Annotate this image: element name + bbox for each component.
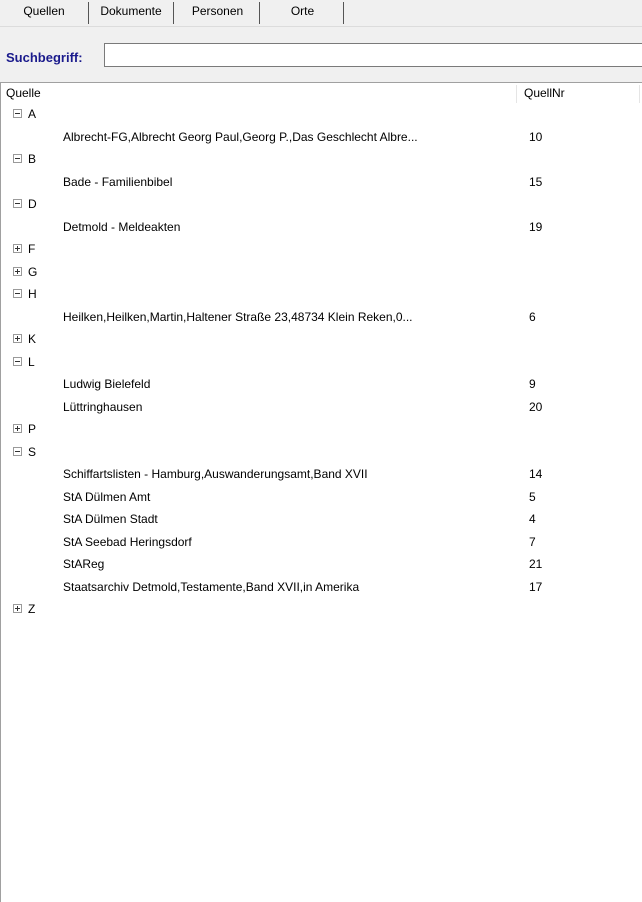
expand-icon[interactable] [13, 604, 22, 613]
source-row[interactable] [1, 171, 642, 194]
collapse-icon[interactable] [13, 357, 22, 366]
search-row [0, 26, 642, 81]
tab-quellen[interactable]: Quellen [4, 2, 84, 24]
column-divider[interactable] [639, 85, 640, 103]
group-letter: A [28, 107, 37, 121]
expand-icon[interactable] [13, 267, 22, 276]
column-header-quellnr[interactable]: QuellNr [524, 86, 565, 100]
source-number: 17 [529, 579, 543, 594]
tree-group-b[interactable] [1, 148, 642, 171]
source-row[interactable] [1, 216, 642, 239]
source-row[interactable] [1, 306, 642, 329]
group-letter: P [28, 422, 37, 436]
source-row[interactable] [1, 396, 642, 419]
source-name: Albrecht-FG,Albrecht Georg Paul,Georg P.,Das Geschlecht Albre... [63, 129, 418, 144]
group-letter: F [28, 242, 36, 256]
source-row[interactable] [1, 126, 642, 149]
source-number: 9 [529, 377, 536, 391]
source-number: 4 [529, 512, 536, 526]
tab-dokumente[interactable]: Dokumente [88, 2, 174, 24]
group-letter: H [28, 287, 37, 301]
tree-body [1, 103, 642, 621]
source-name: Lüttringhausen [63, 399, 143, 414]
source-number: 21 [529, 557, 543, 571]
expand-icon[interactable] [13, 334, 22, 343]
tree-group-z[interactable] [1, 598, 642, 621]
tab-bar [0, 0, 642, 26]
tab-personen[interactable]: Personen [176, 2, 260, 24]
source-name: StA Seebad Heringsdorf [63, 534, 192, 549]
source-name: StA Dülmen Amt [63, 489, 151, 504]
tree-group-h[interactable] [1, 283, 642, 306]
search-input[interactable] [104, 43, 642, 67]
group-letter: K [28, 332, 37, 346]
source-number: 14 [529, 467, 543, 481]
expand-icon[interactable] [13, 244, 22, 253]
source-row[interactable] [1, 576, 642, 599]
source-name: Ludwig Bielefeld [63, 377, 151, 391]
source-name: Detmold - Meldeakten [63, 219, 181, 234]
expand-icon[interactable] [13, 424, 22, 433]
collapse-icon[interactable] [13, 447, 22, 456]
source-number: 10 [529, 129, 543, 144]
source-name: Schiffartslisten - Hamburg,Auswanderungsamt,Band XVII [63, 467, 368, 481]
group-letter: D [28, 197, 37, 211]
list-header [1, 83, 642, 103]
source-row[interactable] [1, 486, 642, 509]
source-number: 6 [529, 309, 536, 324]
tree-group-g[interactable] [1, 261, 642, 284]
group-letter: G [28, 264, 38, 279]
tab-orte[interactable]: Orte [262, 2, 344, 24]
source-row[interactable] [1, 463, 642, 486]
source-name: StA Dülmen Stadt [63, 512, 158, 526]
column-divider[interactable] [516, 85, 517, 103]
source-number: 5 [529, 489, 536, 504]
collapse-icon[interactable] [13, 154, 22, 163]
collapse-icon[interactable] [13, 109, 22, 118]
search-label: Suchbegriff: [6, 50, 83, 65]
source-number: 15 [529, 174, 543, 189]
group-letter: B [28, 152, 37, 166]
collapse-icon[interactable] [13, 199, 22, 208]
group-letter: Z [28, 602, 36, 616]
source-row[interactable] [1, 531, 642, 554]
source-row[interactable] [1, 373, 642, 396]
tree-group-a[interactable] [1, 103, 642, 126]
collapse-icon[interactable] [13, 289, 22, 298]
tree-group-f[interactable] [1, 238, 642, 261]
source-name: Bade - Familienbibel [63, 174, 173, 189]
source-number: 20 [529, 399, 543, 414]
source-tree-list[interactable] [0, 82, 642, 902]
tree-group-l[interactable] [1, 351, 642, 374]
source-name: StAReg [63, 557, 105, 571]
source-name: Staatsarchiv Detmold,Testamente,Band XVII,in Amerika [63, 579, 360, 594]
source-name: Heilken,Heilken,Martin,Haltener Straße 23,48734 Klein Reken,0... [63, 309, 413, 324]
group-letter: L [28, 354, 35, 369]
group-letter: S [28, 444, 37, 459]
tree-group-p[interactable] [1, 418, 642, 441]
tree-group-k[interactable] [1, 328, 642, 351]
tree-group-s[interactable] [1, 441, 642, 464]
source-row[interactable] [1, 508, 642, 531]
column-header-quelle[interactable]: Quelle [6, 86, 41, 100]
source-number: 19 [529, 219, 543, 234]
tree-group-d[interactable] [1, 193, 642, 216]
source-number: 7 [529, 534, 536, 549]
source-row[interactable] [1, 553, 642, 576]
